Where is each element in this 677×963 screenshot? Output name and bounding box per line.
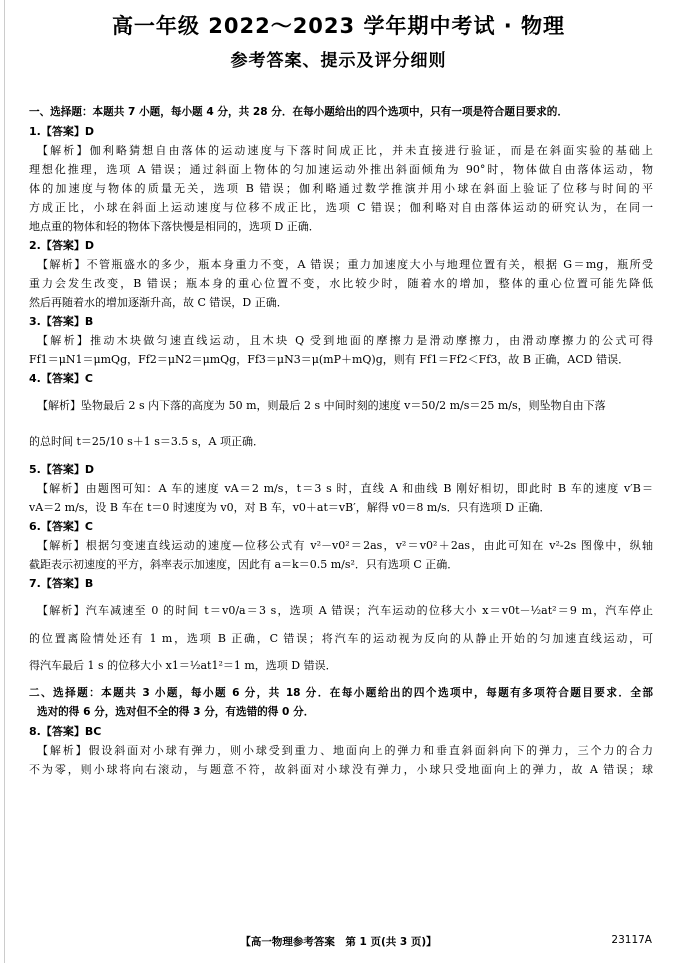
explanation-line: 体的加速度与物体的质量无关，选项 B 错误；伽利略通过数学推演并用小球在斜面上验证了位移与时间的平	[29, 182, 653, 195]
explanation-line: 不为零，则小球将向右滚动，与题意不符，故斜面对小球没有弹力，小球只受地面向上的弹力，故 A 错误；球	[29, 763, 653, 776]
explanation-line: 【解析】不管瓶盛水的多少，瓶本身重力不变，A 错误；重力加速度大小与地理位置有关，根据 G＝mg，瓶所受	[37, 258, 653, 271]
explanation-line: 【解析】汽车减速至 0 的时间 t＝v0/a＝3 s，选项 A 错误；汽车运动的位移大小 x＝v0t－½at²＝9 m，汽车停止	[37, 604, 653, 617]
answer-7: 7.【答案】B	[29, 577, 94, 590]
answer-8: 8.【答案】BC	[29, 725, 102, 738]
explanation-line: 【解析】伽利略猜想自由落体的运动速度与下落时间成正比，并未直接进行验证，而是在斜面实验的基础上	[37, 144, 653, 157]
answer-6: 6.【答案】C	[29, 520, 93, 533]
explanation-line: 截距表示初速度的平方，斜率表示加速度，因此有 a＝k＝0.5 m/s²．只有选项 C 正确．	[29, 558, 459, 571]
section-heading-2: 二、选择题：本题共 3 小题，每小题 6 分，共 18 分．在每小题给出的四个选项中，每题有多项符合题目要求．全部	[29, 687, 653, 699]
explanation-line: 【解析】推动木块做匀速直线运动，且木块 Q 受到地面的摩擦力是滑动摩擦力，由滑动摩擦力的公式可得	[37, 334, 653, 347]
explanation-line: vA＝2 m/s，设 B 车在 t＝0 时速度为 v0，对 B 车，v0＋at＝vB′，解得 v0＝8 m/s．只有选项 D 正确．	[29, 501, 551, 514]
explanation-line: 【解析】由题图可知：A 车的速度 vA＝2 m/s，t＝3 s 时，直线 A 和曲线 B 刚好相切，即此时 B 车的速度 v′B＝	[37, 482, 653, 495]
footer-doc-code: 23117A	[611, 934, 652, 946]
explanation-line: 方成正比，小球在斜面上运动速度与位移不成正比，选项 C 错误；伽利略对自由落体运动的研究认为，在同一	[29, 201, 653, 214]
explanation-line: 【解析】假设斜面对小球有弹力，则小球受到重力、地面向上的弹力和垂直斜面斜向下的弹力，三个力的合力	[37, 744, 653, 757]
answer-4: 4.【答案】C	[29, 372, 93, 385]
answer-3: 3.【答案】B	[29, 315, 94, 328]
answer-2: 2.【答案】D	[29, 239, 94, 252]
page-subtitle: 参考答案、提示及评分细则	[230, 51, 447, 71]
scan-edge-line	[4, 0, 5, 963]
explanation-line: 【解析】坠物最后 2 s 内下落的高度为 50 m，则最后 2 s 中间时刻的速度 v＝50/2 m/s＝25 m/s，则坠物自由下落	[37, 399, 606, 412]
section-heading-2-cont: 选对的得 6 分，选对但不全的得 3 分，有选错的得 0 分．	[37, 706, 315, 718]
explanation-line: 的位置离险情处还有 1 m，选项 B 正确，C 错误；将汽车的运动视为反向的从静止开始的匀加速直线运动，可	[29, 632, 653, 645]
document-body	[29, 103, 653, 779]
page-title: 高一年级 2022～2023 学年期中考试 · 物理	[111, 14, 566, 38]
explanation-line: 重力会发生改变，B 错误；瓶本身的重心位置不变，水比较少时，随着水的增加，整体的重心位置可能先降低	[29, 277, 653, 290]
section-heading-1: 一、选择题：本题共 7 小题，每小题 4 分，共 28 分．在每小题给出的四个选项中，只有一项是符合题目要求的．	[29, 106, 568, 118]
answer-5: 5.【答案】D	[29, 463, 94, 476]
explanation-line: 的总时间 t＝25/10 s＋1 s＝3.5 s，A 项正确．	[29, 435, 264, 448]
explanation-line: 【解析】根据匀变速直线运动的速度—位移公式有 v²－v0²＝2as，v²＝v0²＋2as，由此可知在 v²-2s 图像中，纵轴	[37, 539, 653, 552]
explanation-line: 地点重的物体和轻的物体下落快慢是相同的，选项 D 正确．	[29, 220, 320, 233]
formula-line: Ff1＝μN1＝μmQg，Ff2＝μN2＝μmQg，Ff3＝μN3＝μ(mP＋mQ)g，则有 Ff1＝Ff2＜Ff3，故 B 正确，ACD 错误．	[29, 353, 630, 366]
explanation-line: 然后再随着水的增加逐渐升高，故 C 错误，D 正确．	[29, 296, 288, 309]
footer-page-info: 【高一物理参考答案 第 1 页(共 3 页)】	[240, 936, 437, 948]
answer-1: 1.【答案】D	[29, 125, 94, 138]
explanation-line: 理想化推理，选项 A 错误；通过斜面上物体的匀加速运动外推出斜面倾角为 90°时，物体做自由落体运动，物	[29, 163, 653, 176]
explanation-line: 得汽车最后 1 s 的位移大小 x1＝½at1²＝1 m，选项 D 错误．	[29, 659, 337, 672]
